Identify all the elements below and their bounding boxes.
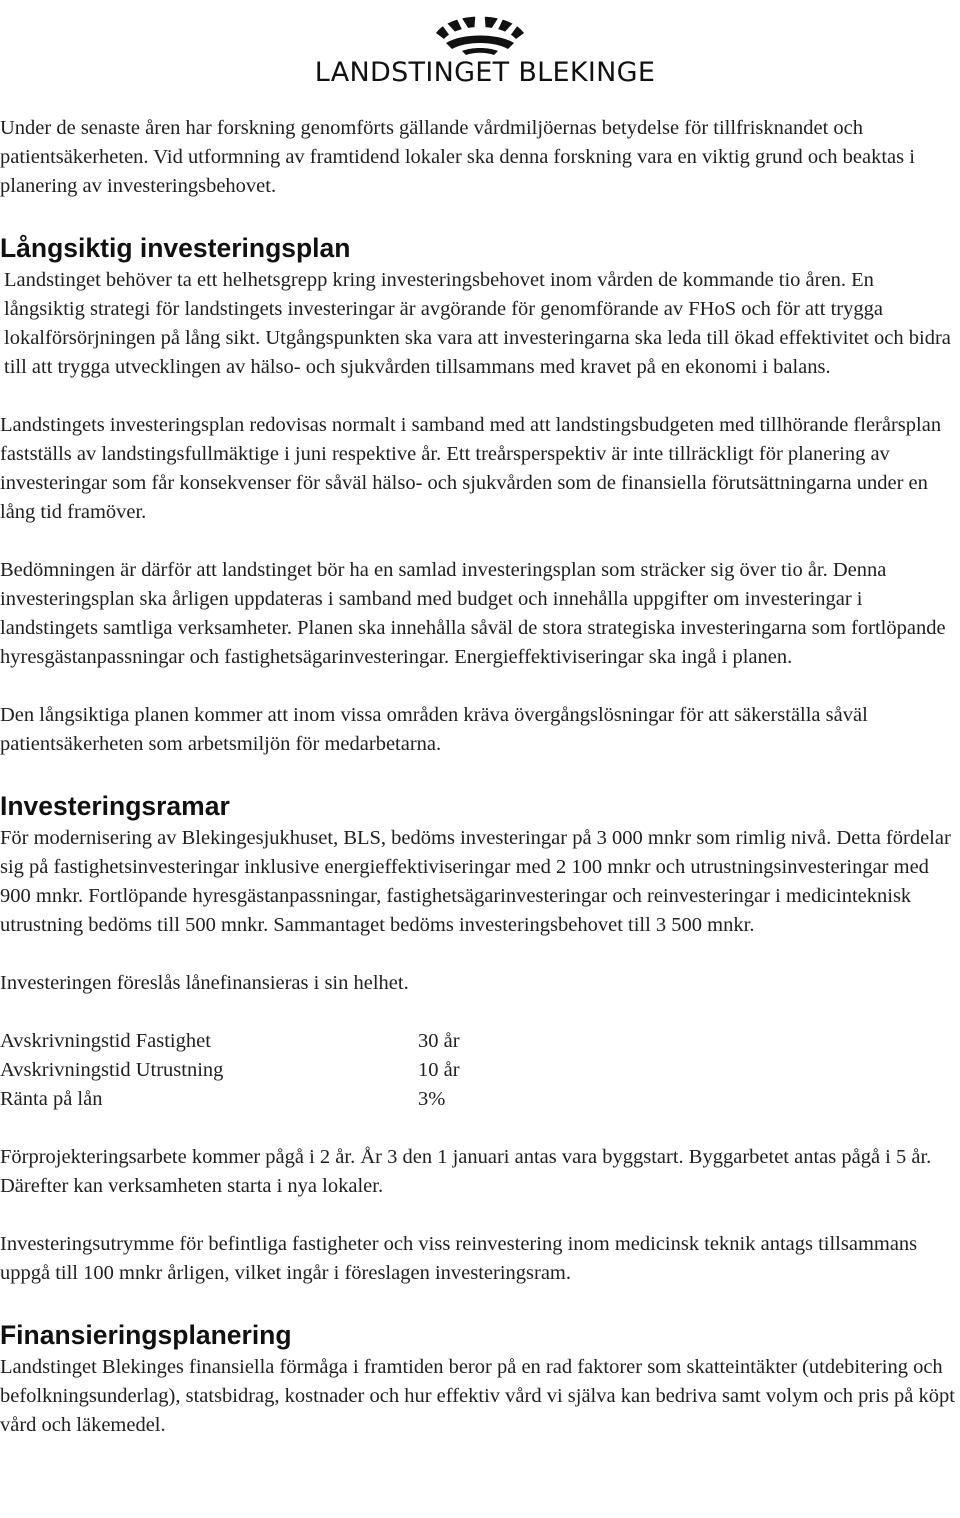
frames-paragraph-1: För modernisering av Blekingesjukhuset, BLS, bedöms investeringar på 3 000 mnkr som rimlig nivå. Detta fördelar sig på fastighetsinvesteringar inklusive energieffektiviseringar med 2 100 mnkr och utrustningsinvesteringar med 900 mnkr. Fortlöpande hyresgästanpassningar, fastighetsägarinvesteringar och reinvesteringar i medicinteknisk utrustning bedöms till 500 mnkr. Sammantaget bedöms investeringsbehovet till 3 500 mnkr.	[0, 827, 951, 936]
longterm-paragraph-1: Landstinget behöver ta ett helhetsgrepp kring investeringsbehovet inom vården de kommande tio åren. En långsiktig strategi för landstingets investeringar är avgörande för genomförande av FHoS och för att trygga lokalförsörjningen på lång sikt. Utgångspunkten ska vara att investeringarna ska leda till ökad effektivitet och bidra till att trygga utvecklingen av hälso- och sjukvården tillsammans med kravet på en ekonomi i balans.	[4, 269, 951, 378]
longterm-paragraph-3: Bedömningen är därför att landstinget bör ha en samlad investeringsplan som sträcker sig över tio år. Denna investeringsplan ska årligen uppdateras i samband med budget och innehålla uppgifter om investeringar i landstingets samtliga verksamheter. Planen ska innehålla såväl de stora strategiska investeringarna som fortlöpande hyresgästanpassningar och fastighetsägarinvesteringar. Energieffektiviseringar ska ingå i planen.	[0, 559, 946, 668]
fact-value: 3%	[418, 1088, 446, 1110]
longterm-paragraph-4: Den långsiktiga planen kommer att inom vissa områden kräva övergångslösningar för att säkerställa såväl patientsäkerheten som arbetsmiljön för medarbetarna.	[0, 704, 868, 755]
fact-value: 10 år	[418, 1059, 460, 1081]
frames-paragraph-4: Investeringsutrymme för befintliga fastigheter och viss reinvestering inom medicinsk teknik antags tillsammans uppgå till 100 mnkr årligen, vilket ingår i föreslagen investeringsram.	[0, 1233, 918, 1284]
finance-paragraph-1: Landstinget Blekinges finansiella förmåga i framtiden beror på en rad faktorer som skatteintäkter (utdebitering och befolkningsunderlag), statsbidrag, kostnader och hur effektiv vård vi själva kan bedriva samt volym och pris på köpt vård och läkemedel.	[0, 1356, 955, 1436]
fact-value: 30 år	[418, 1030, 460, 1052]
intro-paragraph: Under de senaste åren har forskning genomförts gällande vårdmiljöernas betydelse för tillfrisknandet och patientsäkerheten. Vid utformning av framtidend lokaler ska denna forskning vara en viktig grund och beaktas i planering av investeringsbehovet.	[0, 117, 915, 197]
crown-logo-icon	[432, 3, 528, 55]
fact-label: Avskrivningstid Fastighet	[0, 1030, 211, 1052]
heading-financing-planning: Finansieringsplanering	[0, 1320, 292, 1350]
fact-label: Ränta på lån	[0, 1088, 103, 1110]
depreciation-table	[0, 1027, 958, 1114]
header-logo	[0, 0, 960, 100]
frames-paragraph-2: Investeringen föreslås lånefinansieras i sin helhet.	[0, 972, 409, 994]
logo-wordmark: LANDSTINGET BLEKINGE	[314, 57, 656, 88]
frames-paragraph-3: Förprojekteringsarbete kommer pågå i 2 år. År 3 den 1 januari antas vara byggstart. Byggarbetet antas pågå i 5 år. Därefter kan verksamheten starta i nya lokaler.	[0, 1146, 932, 1197]
fact-label: Avskrivningstid Utrustning	[0, 1059, 224, 1081]
longterm-paragraph-2: Landstingets investeringsplan redovisas normalt i samband med att landstingsbudgeten med tillhörande flerårsplan fastställs av landstingsfullmäktige i juni respektive år. Ett treårsperspektiv är inte tillräckligt för planering av investeringar som får konsekvenser för såväl hälso- och sjukvården som de finansiella förutsättningarna under en lång tid framöver.	[0, 414, 942, 523]
heading-longterm-plan: Långsiktig investeringsplan	[0, 233, 351, 263]
heading-investment-frames: Investeringsramar	[0, 791, 230, 821]
document-body	[0, 114, 958, 1440]
